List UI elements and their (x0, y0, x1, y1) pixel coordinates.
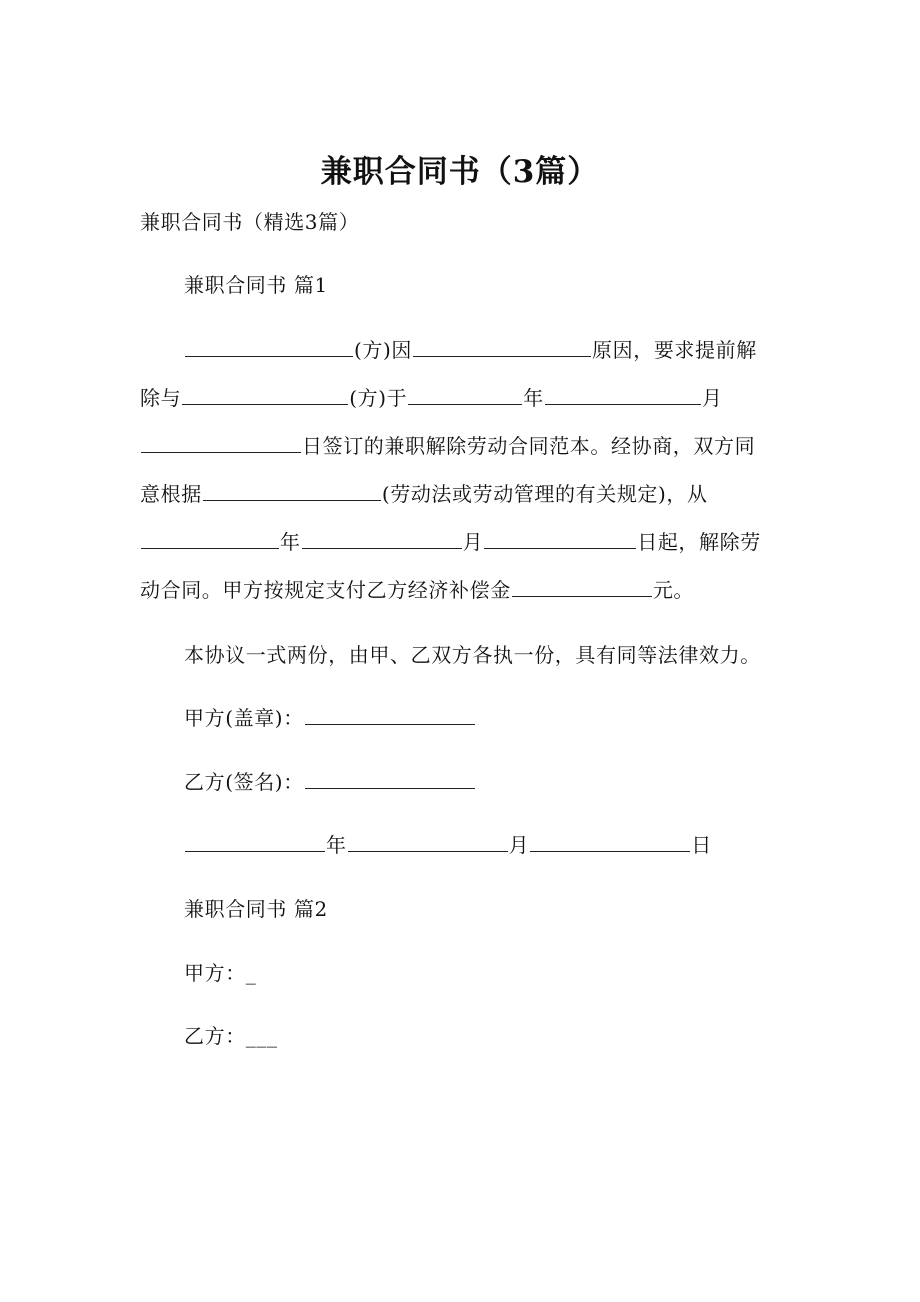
section2-party-a: 甲方：_ (184, 961, 257, 985)
party-b-signature-line (184, 768, 476, 796)
text-segment: 元。 (652, 578, 695, 602)
blank-field (203, 480, 381, 501)
blank-field (512, 576, 652, 597)
blank-field (348, 831, 508, 852)
party-b-label: 乙方(签名)： (184, 770, 304, 794)
blank-field (141, 432, 301, 453)
text-segment: (劳动法或劳动管理的有关规定)，从 (381, 482, 708, 506)
section1-paragraph1-line6 (140, 576, 694, 604)
text-segment: 年 (280, 530, 301, 554)
blank-field (545, 384, 701, 405)
section1-paragraph1-line1 (184, 336, 757, 364)
text-segment: (方)于 (349, 386, 408, 410)
blank-field (413, 336, 591, 357)
section1-paragraph1-line2 (140, 384, 722, 412)
text-segment: 原因，要求提前解 (592, 338, 757, 362)
blank-field (185, 831, 325, 852)
blank-field (182, 384, 348, 405)
text-segment: 月 (462, 530, 484, 554)
party-a-signature-line (184, 704, 476, 732)
text-segment: 日起，解除劳 (637, 530, 761, 554)
blank-field (305, 704, 475, 725)
blank-field (305, 768, 475, 789)
party-a-label: 甲方(盖章)： (184, 706, 304, 730)
section2-party-b: 乙方：___ (184, 1024, 278, 1048)
section1-paragraph1-line3 (140, 432, 755, 460)
text-segment: 年 (326, 833, 347, 857)
text-segment: 月 (508, 833, 530, 857)
document-title: 兼职合同书（3篇） (320, 154, 600, 190)
blank-field (185, 336, 353, 357)
blank-field (530, 831, 690, 852)
text-segment: 动合同。甲方按规定支付乙方经济补偿金 (140, 578, 511, 602)
blank-field (408, 384, 522, 405)
signing-date-line (184, 831, 712, 859)
section1-paragraph2: 本协议一式两份，由甲、乙双方各执一份，具有同等法律效力。 (184, 643, 761, 667)
text-segment: 除与 (140, 386, 182, 410)
section1-heading: 兼职合同书 篇1 (184, 273, 328, 297)
text-segment: (方)因 (354, 338, 413, 362)
text-segment: 日签订的兼职解除劳动合同范本。经协商，双方同 (302, 434, 756, 458)
section1-paragraph1-line5 (140, 528, 761, 556)
section1-paragraph1-line4 (140, 480, 708, 508)
blank-field (141, 528, 279, 549)
text-segment: 年 (523, 386, 544, 410)
document-subtitle: 兼职合同书（精选3篇） (140, 210, 360, 234)
text-segment: 日 (691, 833, 712, 857)
section2-heading: 兼职合同书 篇2 (184, 897, 328, 921)
text-segment: 意根据 (140, 482, 202, 506)
blank-field (484, 528, 636, 549)
blank-field (302, 528, 462, 549)
text-segment: 月 (701, 386, 723, 410)
